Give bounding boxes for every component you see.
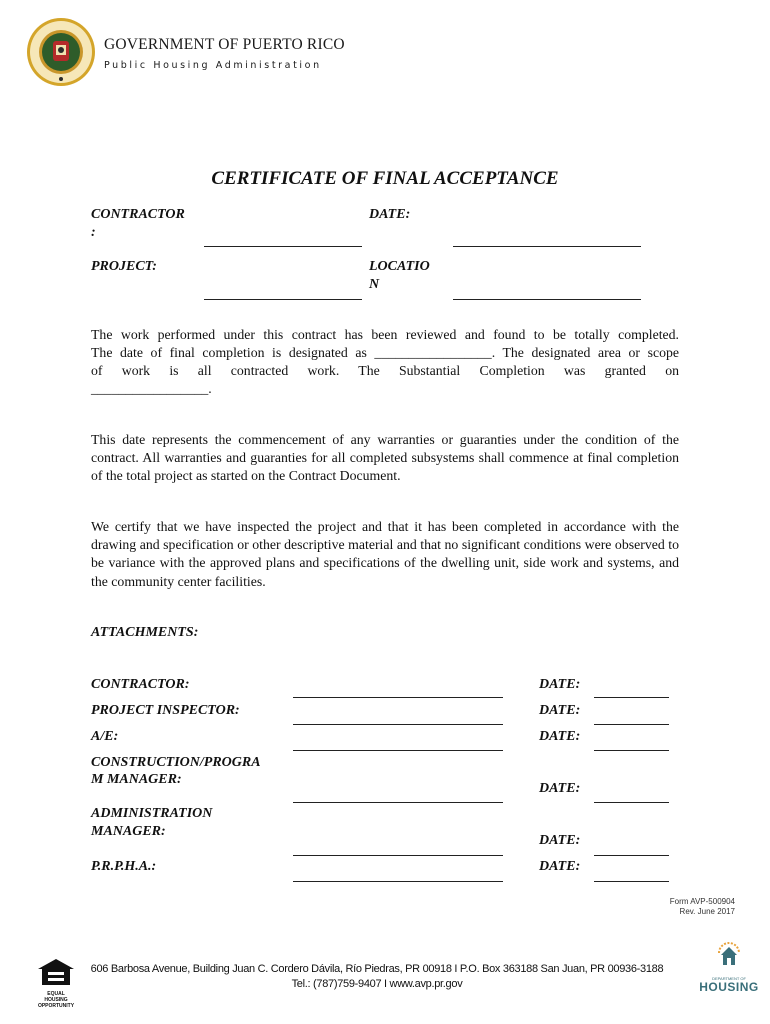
housing-logo-text: HOUSING	[699, 980, 759, 994]
footer-contact: Tel.: (787)759-9407 I www.avp.pr.gov	[291, 978, 463, 990]
project-label: PROJECT:	[91, 259, 157, 274]
date-label: DATE:	[539, 859, 581, 874]
location-field[interactable]	[453, 299, 641, 300]
date-line[interactable]	[594, 855, 669, 856]
signature-admin-label: ADMINISTRATION	[91, 806, 213, 821]
signature-contractor-line[interactable]	[293, 697, 503, 698]
date-line[interactable]	[594, 802, 669, 803]
signature-inspector-line[interactable]	[293, 724, 503, 725]
paragraph-2: This date represents the commencement of any warranties or guaranties under the condition of the contract. All warranties and guaranties for all completed subsystems shall commence at final completion of the total project as started on the Contract Document.	[91, 432, 679, 484]
date-line[interactable]	[594, 881, 669, 882]
paragraph-1-line-4: _________________.	[91, 381, 212, 396]
signature-cpm-line[interactable]	[293, 802, 503, 803]
form-number: Form AVP-500904	[669, 897, 735, 906]
signature-ae-line[interactable]	[293, 750, 503, 751]
attachments-label: ATTACHMENTS:	[91, 625, 199, 640]
signature-cpm-label: CONSTRUCTION/PROGRA	[91, 755, 261, 770]
date-label: DATE:	[539, 703, 581, 718]
project-field[interactable]	[204, 299, 362, 300]
page-title: CERTIFICATE OF FINAL ACCEPTANCE	[211, 168, 559, 189]
equal-housing-icon	[36, 958, 76, 1009]
date-label: DATE:	[539, 833, 581, 848]
equal-housing-text: EQUAL HOUSING	[44, 991, 68, 1003]
housing-logo-subtext: DEPARTMENT OF	[712, 976, 746, 981]
date-label: DATE:	[539, 729, 581, 744]
date-label: DATE:	[539, 677, 581, 692]
signature-admin-label-cont: MANAGER:	[91, 824, 166, 839]
signature-ae-label: A/E:	[91, 729, 119, 744]
paragraph-1-line-2: The date of final completion is designated as _________________. The designated area or scope	[91, 345, 679, 360]
contractor-label-colon: :	[91, 225, 96, 240]
signature-admin-line[interactable]	[293, 855, 503, 856]
organization-subtitle: Public Housing Administration	[104, 60, 322, 71]
date-line[interactable]	[594, 697, 669, 698]
signature-cpm-label-cont: M MANAGER:	[91, 772, 182, 787]
seal-logo	[26, 17, 96, 87]
paragraph-1-line-3: of work is all contracted work. The Substantial Completion was granted on	[91, 363, 679, 378]
date-line[interactable]	[594, 724, 669, 725]
housing-logo	[697, 937, 761, 997]
paragraph-3: We certify that we have inspected the project and that it has been completed in accordance with the drawing and specification or other descriptive material and that no significant conditions were observed to be variance with the approved plans and specifications of the dwelling unit, side work and systems, and the community center facilities.	[91, 519, 679, 589]
form-revision: Rev. June 2017	[679, 907, 735, 916]
contractor-field[interactable]	[204, 246, 362, 247]
signature-prpha-label: P.R.P.H.A.:	[91, 859, 157, 874]
equal-housing-text-2: OPPORTUNITY	[37, 1003, 75, 1009]
date-label: DATE:	[369, 207, 411, 222]
organization-name: GOVERNMENT OF PUERTO RICO	[104, 36, 345, 53]
date-line[interactable]	[594, 750, 669, 751]
paragraph-1-line-1: The work performed under this contract has been reviewed and found to be totally completed.	[91, 327, 679, 342]
date-label: DATE:	[539, 781, 581, 796]
contractor-label: CONTRACTOR	[91, 207, 185, 222]
signature-prpha-line[interactable]	[293, 881, 503, 882]
date-field[interactable]	[453, 246, 641, 247]
location-label-cont: N	[369, 277, 380, 292]
footer-address: 606 Barbosa Avenue, Building Juan C. Cordero Dávila, Río Piedras, PR 00918 I P.O. Box 363188 San Juan, PR 00936-3188	[90, 963, 664, 975]
signature-contractor-label: CONTRACTOR:	[91, 677, 190, 692]
signature-inspector-label: PROJECT INSPECTOR:	[91, 703, 240, 718]
location-label: LOCATIO	[369, 259, 430, 274]
